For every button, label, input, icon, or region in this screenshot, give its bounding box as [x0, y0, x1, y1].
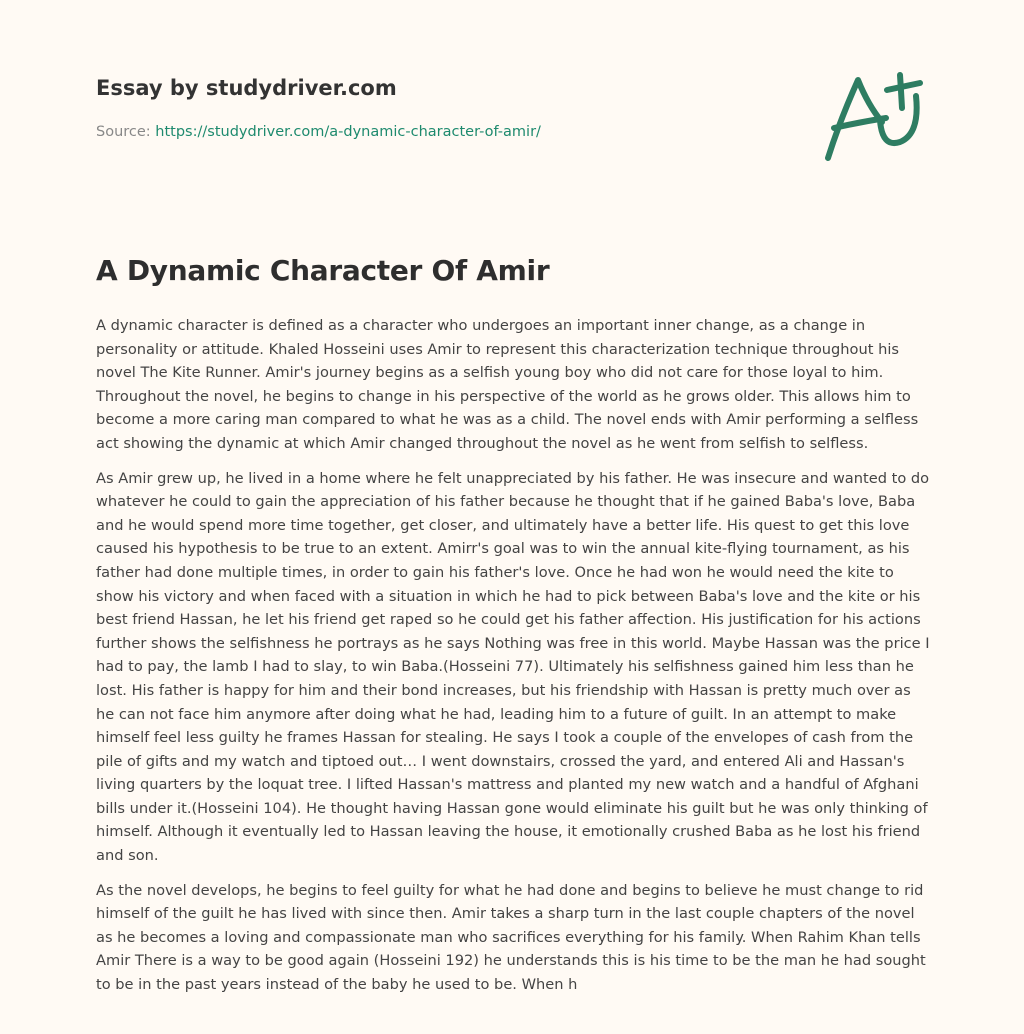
essay-title: A Dynamic Character Of Amir: [96, 254, 550, 287]
paragraph: A dynamic character is defined as a character who undergoes an important inner change, as a change in personality or attitude. Khaled Hosseini uses Amir to represent this characterization technique throughout his novel The Kite Runner. Amir's journey begins as a selfish young boy who did not care for those loyal to him. Throughout the novel, he begins to change in his perspective of the world as he grows older. This allows him to become a more caring man compared to what he was as a child. The novel ends with Amir performing a selfless act showing the dynamic at which Amir changed throughout the novel as he went from selfish to selfless.: [96, 317, 919, 452]
paragraph: As Amir grew up, he lived in a home where he felt unappreciated by his father. He was insecure and wanted to do whatever he could to gain the appreciation of his father because he thought that if he gained Baba's love, Baba and he would spend more time together, get closer, and ultimately have a better life. His quest to get this love caused his hypothesis to be true to an extent. Amirr's goal was to win the annual kite-flying tournament, as his father had done multiple times, in order to gain his father's love. Once he had won he would need the kite to show his victory and when faced with a situation in which he had to pick between Baba's love and the kite or his best friend Hassan, he let his friend get raped so he could get his father affection. His justification for his actions further shows the selfishness he portrays as he says Nothing was free in this world. Maybe Hassan was the price I had to pay, the lamb I had to slay, to win Baba.(Hosseini 77). Ultimately his selfishness gained him less than he lost. His father is happy for him and their bond increases, but his friendship with Hassan is pretty much over as he can not face him anymore after doing what he had, leading him to a future of guilt. In an attempt to make himself feel less guilty he frames Hassan for stealing. He says I took a couple of the envelopes of cash from the pile of gifts and my watch and tiptoed out… I went downstairs, crossed the yard, and entered Ali and Hassan's living quarters by the loquat tree. I lifted Hassan's mattress and planted my new watch and a handful of Afghani bills under it.(Hosseini 104). He thought having Hassan gone would eliminate his guilt but he was only thinking of himself. Although it eventually led to Hassan leaving the house, it emotionally crushed Baba as he lost his friend and son.: [96, 469, 930, 865]
site-brand: Essay by studydriver.com: [96, 76, 397, 100]
paragraph: As the novel develops, he begins to feel guilty for what he had done and begins to believe he must change to rid himself of the guilt he has lived with since then. Amir takes a sharp turn in the last couple chapters of the novel as he becomes a loving and compassionate man who sacrifices everything for his family. When Rahim Khan tells Amir There is a way to be good again (Hosseini 192) he understands this is his time to be the man he had sought to be in the past years instead of the baby he used to be. When h: [96, 881, 926, 994]
source-link[interactable]: https://studydriver.com/a-dynamic-character-of-amir/: [155, 124, 541, 140]
a-plus-logo-icon: [800, 50, 950, 180]
source-label: Source:: [96, 124, 151, 140]
source-line: [96, 124, 541, 140]
essay-body: [96, 314, 932, 1008]
